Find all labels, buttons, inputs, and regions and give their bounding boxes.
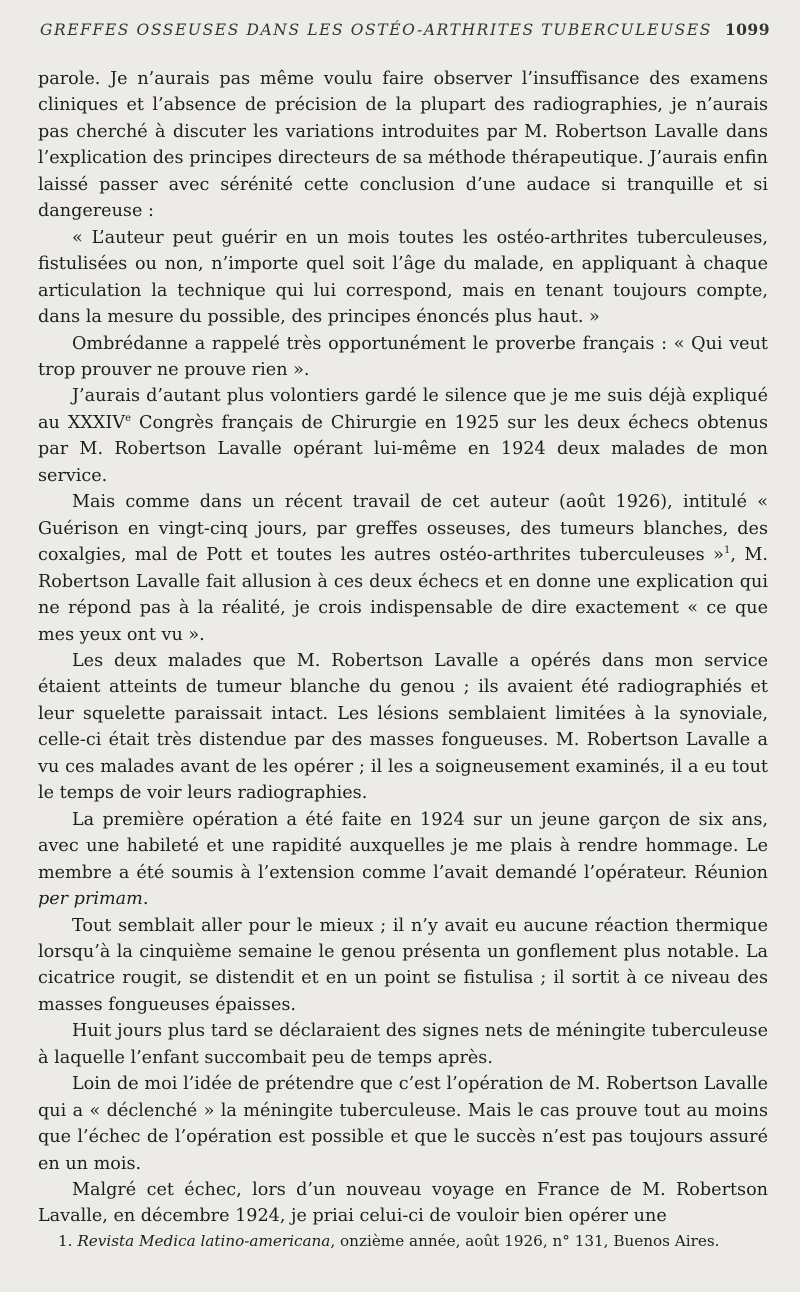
- paragraph: Loin de moi l’idée de prétendre que c’est l’opération de M. Robertson Lavalle qui a « déclenché » la méningite tuberculeuse. Mais le cas prouve tout au moins que l’échec de l’opération est possible et que le succès n’est pas toujours assuré en un mois.: [38, 1074, 768, 1174]
- paragraph: [38, 807, 768, 913]
- footnote-text: , onzième année, août 1926, n° 131, Buenos Aires.: [330, 1232, 720, 1250]
- footnote-reference[interactable]: 1: [723, 545, 731, 557]
- paragraph-text: La première opération a été faite en 1924 sur un jeune garçon de six ans, avec une habileté et une rapidité auxquelles je me plais à rendre hommage. Le membre a été soumis à l’extension comme l’avait demandé l’opérateur. Réunion: [38, 809, 768, 883]
- paragraph-text: Mais comme dans un récent travail de cet auteur (août 1926), intitulé « Guérison en vingt-cinq jours, par greffes osseuses, des tumeurs blanches, des coxalgies, mal de Pott et toutes les autres ostéo-arthrites tuberculeuses »: [38, 492, 768, 566]
- paragraph: Les deux malades que M. Robertson Lavalle a opérés dans mon service étaient atteints de tumeur blanche du genou ; ils avaient été radiographiés et leur squelette paraissait intact. Les lésions semblaient limitées à la synoviale, celle-ci était très distendue par des masses fongueuses. M. Robertson Lavalle a vu ces malades avant de les opérer ; il les a soigneusement examinés, il a eu tout le temps de voir leurs radiographies.: [38, 650, 768, 804]
- footnote-marker: 1.: [58, 1232, 73, 1250]
- page-number: 1099: [724, 20, 770, 39]
- quotation-paragraph: « L’auteur peut guérir en un mois toutes les ostéo-arthrites tuberculeuses, fistulisées ou non, n’importe quel soit l’âge du malade, en appliquant à chaque articulation la technique qui lui correspond, mais en tenant toujours compte, dans la mesure du possible, des principes énoncés plus haut. »: [38, 227, 768, 328]
- latin-phrase: per primam: [38, 889, 143, 910]
- paragraph: Ombrédanne a rappelé très opportunément le proverbe français : « Qui veut trop prouver ne prouve rien ».: [38, 333, 768, 380]
- paragraph: Huit jours plus tard se déclaraient des signes nets de méningite tuberculeuse à laquelle l’enfant succombait peu de temps après.: [38, 1021, 768, 1068]
- paragraph: J’aurais d’autant plus volontiers gardé le silence que je me suis déjà expliqué au XXXIVe Congrès français de Chirurgie en 1925 sur les deux échecs obtenus par M. Robertson Lavalle opérant lui-même en 1924 deux malades de mon service.: [38, 386, 768, 486]
- running-title: GREFFES OSSEUSES DANS LES OSTÉO-ARTHRITES TUBERCULEUSES: [40, 21, 712, 39]
- body-text: [38, 66, 768, 1230]
- paragraph: Tout semblait aller pour le mieux ; il n’y avait eu aucune réaction thermique lorsqu’à la cinquième semaine le genou présenta un gonflement plus notable. La cicatrice rougit, se distendit et en un point se fistulisa ; il sortit à ce niveau des masses fongueuses épaisses.: [38, 915, 768, 1015]
- running-header: [40, 20, 770, 44]
- paragraph-text: , M. Robertson Lavalle fait allusion à ces deux échecs et en donne une explication qui ne répond pas à la réalité, je crois indispensable de dire exactement « ce que mes yeux ont vu ».: [38, 545, 768, 645]
- footnote-journal: Revista Medica latino-americana: [77, 1232, 331, 1250]
- paragraph: parole. Je n’aurais pas même voulu faire observer l’insuffisance des examens cliniques et l’absence de précision de la plupart des radiographies, je n’aurais pas cherché à discuter les variations introduites par M. Robertson Lavalle dans l’explication des principes directeurs de sa méthode thérapeutique. J’aurais enfin laissé passer avec sérénité cette conclusion d’une audace si tranquille et si dangereuse :: [38, 69, 768, 222]
- footnote: [58, 1231, 770, 1251]
- paragraph: [38, 489, 768, 648]
- ordinal-suffix: e: [125, 413, 131, 425]
- paragraph: Malgré cet échec, lors d’un nouveau voyage en France de M. Robertson Lavalle, en décembre 1924, je priai celui-ci de vouloir bien opérer une: [38, 1180, 768, 1227]
- paragraph-text: .: [142, 889, 149, 910]
